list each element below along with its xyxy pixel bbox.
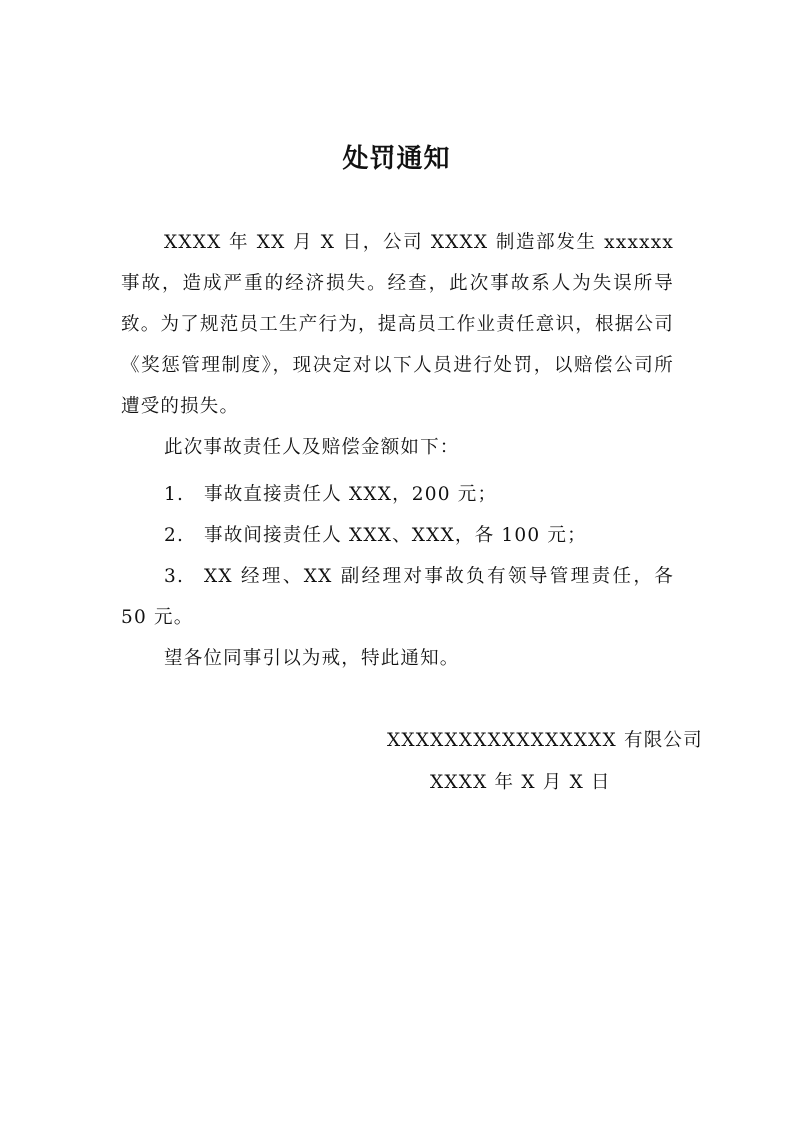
responsibility-intro-text: 此次事故责任人及赔偿金额如下： [164,437,460,458]
signature-company: XXXXXXXXXXXXXXXX 有限公司 [387,730,703,751]
penalty-item-text: XX 经理、XX 副经理对事故负有领导管理责任，各 50 元。 [121,566,674,628]
penalty-item-text: 事故间接责任人 XXX、XXX，各 100 元； [204,525,587,546]
penalty-item-number: 1. [164,484,185,505]
intro-paragraph-text: XXXX 年 XX 月 X 日，公司 XXXX 制造部发生 xxxxxx 事故，造成严重的经济损失。经查，此次事故系人为失误所导致。为了规范员工生产行为，提高员工作业责任意识，根据公司《奖惩管理制度》，现决定对以下人员进行处罚，以赔偿公司所遭受的损失。 [121,232,674,417]
penalty-item-text: 事故直接责任人 XXX，200 元； [204,484,498,505]
intro-paragraph [121,222,674,427]
document-title: 处罚通知 [342,144,451,174]
penalty-item-number: 2. [164,525,185,546]
closing-paragraph [121,638,674,679]
signature-date: XXXX 年 X 月 X 日 [430,772,611,793]
closing-text: 望各位同事引以为戒，特此通知。 [164,648,460,669]
penalty-item-1 [121,474,674,515]
penalty-item-2 [121,515,674,556]
penalty-item-number: 3. [164,566,185,587]
responsibility-intro-paragraph [121,427,674,468]
penalty-item-3 [121,556,674,638]
